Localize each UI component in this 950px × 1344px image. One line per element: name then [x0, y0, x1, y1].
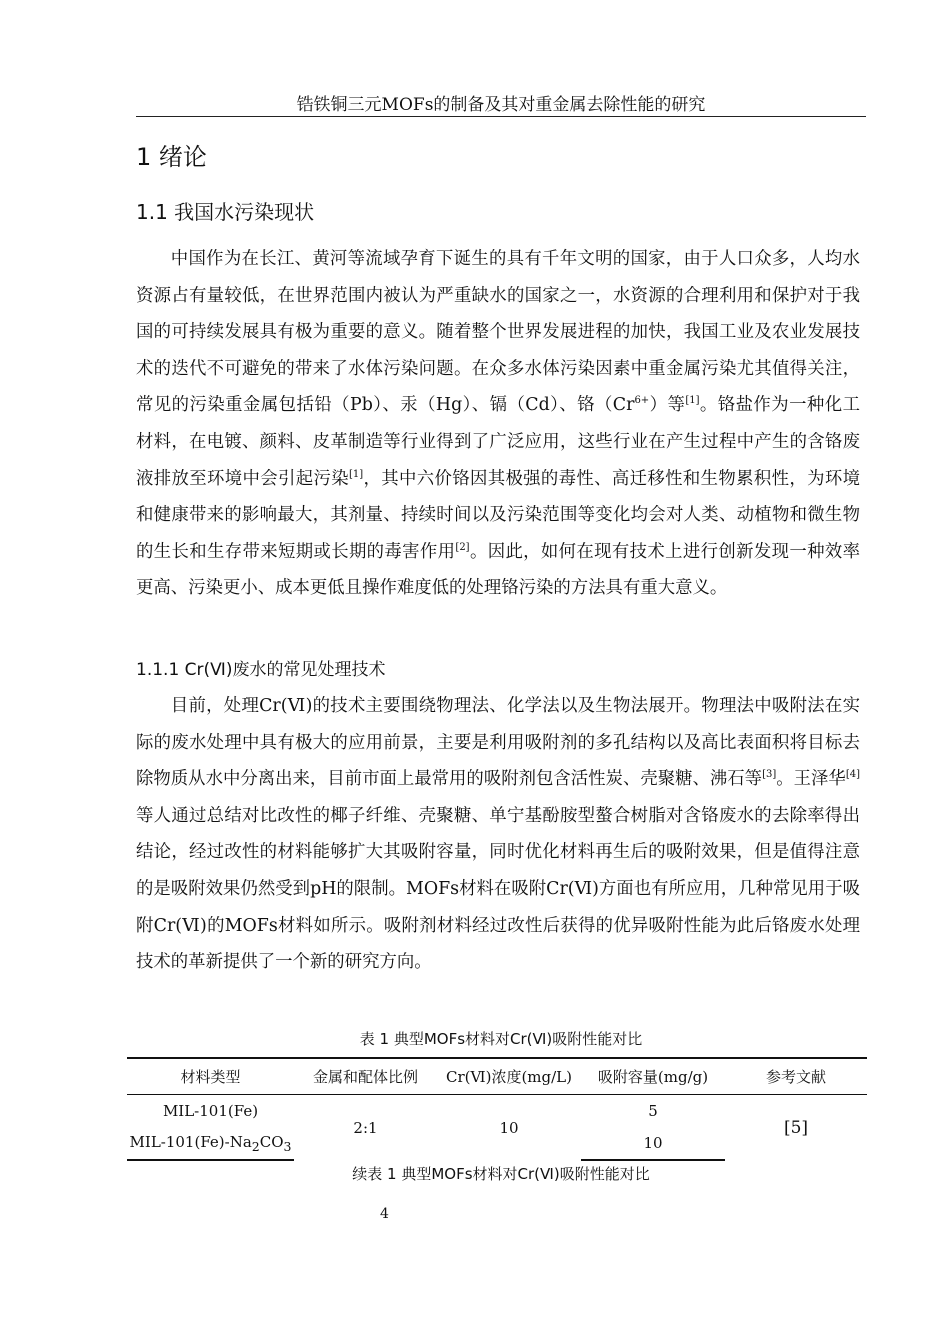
formula-text: CO [259, 1132, 284, 1151]
formula-text: MIL-101(Fe)-Na [129, 1132, 252, 1151]
table-continued-caption: 续表 1 典型MOFs材料对Cr(Ⅵ)吸附性能对比 [352, 1165, 650, 1183]
cell-capacity: 5 [648, 1102, 658, 1120]
cell-material [127, 1127, 294, 1160]
cell-capacity: 10 [581, 1127, 725, 1160]
formula-subscript: 3 [283, 1138, 292, 1154]
column-header-reference: 参考文献 [725, 1058, 867, 1095]
section-title: 1 绪论 [136, 143, 207, 171]
header-rule [136, 116, 866, 117]
citation-ref[interactable]: [4] [845, 769, 860, 781]
paragraph-text: 目前，处理Cr(Ⅵ)的技术主要围绕物理法、化学法以及生物法展开。物理法中吸附法在实际的废水处理中具有极大的应用前景，主要是利用吸附剂的多孔结构以及高比表面积将目标去除物质从水中分离出来，目前市面上最常用的吸附剂包含活性炭、壳聚糖、沸石等 [136, 696, 860, 790]
table-caption: 表 1 典型MOFs材料对Cr(Ⅵ)吸附性能对比 [359, 1030, 643, 1048]
column-header-concentration: Cr(Ⅵ)浓度(mg/L) [437, 1058, 581, 1095]
paragraph-text: ）等 [649, 395, 686, 416]
cell-material: MIL-101(Fe) [162, 1102, 259, 1120]
mof-comparison-table [127, 1057, 867, 1161]
citation-ref[interactable]: [2] [455, 541, 470, 553]
subsubsection-title: 1.1.1 Cr(Ⅵ)废水的常见处理技术 [136, 660, 386, 680]
column-header-capacity: 吸附容量(mg/g) [581, 1058, 725, 1095]
paragraph-text: 中国作为在长江、黄河等流域孕育下诞生的具有千年文明的国家，由于人口众多，人均水资源占有量较低，在世界范围内被认为严重缺水的国家之一，水资源的合理利用和保护对于我国的可持续发展具有极为重要的意义。随着整个世界发展进程的加快，我国工业及农业发展技术的迭代不可避免的带来了水体污染问题。在众多水体污染因素中重金属污染尤其值得关注，常见的污染重金属包括铅（Pb）、汞（Hg）、镉（Cd）、铬（Cr [136, 249, 860, 416]
cell-ratio: 2:1 [353, 1118, 378, 1137]
page-number: 4 [380, 1206, 389, 1222]
paragraph-treatment-techniques [136, 688, 860, 981]
paragraph-text: 等人通过总结对比改性的椰子纤维、壳聚糖、单宁基酚胺型螯合树脂对含铬废水的去除率得出结论，经过改性的材料能够扩大其吸附容量，同时优化材料再生后的吸附效果，但是值得注意的是吸附效果仍然受到pH的限制。MOFs材料在吸附Cr(Ⅵ)方面也有所应用，几种常见用于吸附Cr(Ⅵ)的MOFs材料如所示。吸附剂材料经过改性后获得的优异吸附性能为此后铬废水处理技术的革新提供了一个新的研究方向。 [136, 805, 860, 973]
table-row [127, 1095, 867, 1128]
citation-ref[interactable]: [3] [762, 769, 777, 781]
citation-ref[interactable]: [1] [348, 468, 364, 480]
citation-ref[interactable]: [1] [685, 395, 700, 407]
formula-subscript: 2 [251, 1138, 260, 1154]
paragraph-text: ，其中六价铬因其极强的毒性、高迁移性和生物累积性，为环境和健康带来的影响最大，其剂量、持续时间以及污染范围等变化均会对人类、动植物和微生物的生长和生存带来短期或长期的毒害作用 [136, 468, 860, 562]
column-header-ratio: 金属和配体比例 [294, 1058, 437, 1095]
cell-reference: [5] [783, 1117, 809, 1138]
paragraph-text: 。王泽华 [776, 769, 846, 790]
paragraph-text: 。铬盐作为一种化工材料，在电镀、颜料、皮革制造等行业得到了广泛应用，这些行业在产生过程中产生的含铬废液排放至环境中会引起污染 [136, 395, 860, 489]
running-header: 锆铁铜三元MOFs的制备及其对重金属去除性能的研究 [296, 95, 706, 115]
paragraph-water-pollution [136, 241, 860, 607]
column-header-material: 材料类型 [127, 1058, 294, 1095]
subsection-title: 1.1 我国水污染现状 [136, 200, 315, 224]
paragraph-text: 。因此，如何在现有技术上进行创新发现一种效率更高、污染更小、成本更低且操作难度低的处理铬污染的方法具有重大意义。 [136, 541, 860, 599]
charge-superscript: 6+ [634, 395, 650, 407]
cell-concentration: 10 [499, 1118, 519, 1137]
table-header-row [127, 1058, 867, 1095]
